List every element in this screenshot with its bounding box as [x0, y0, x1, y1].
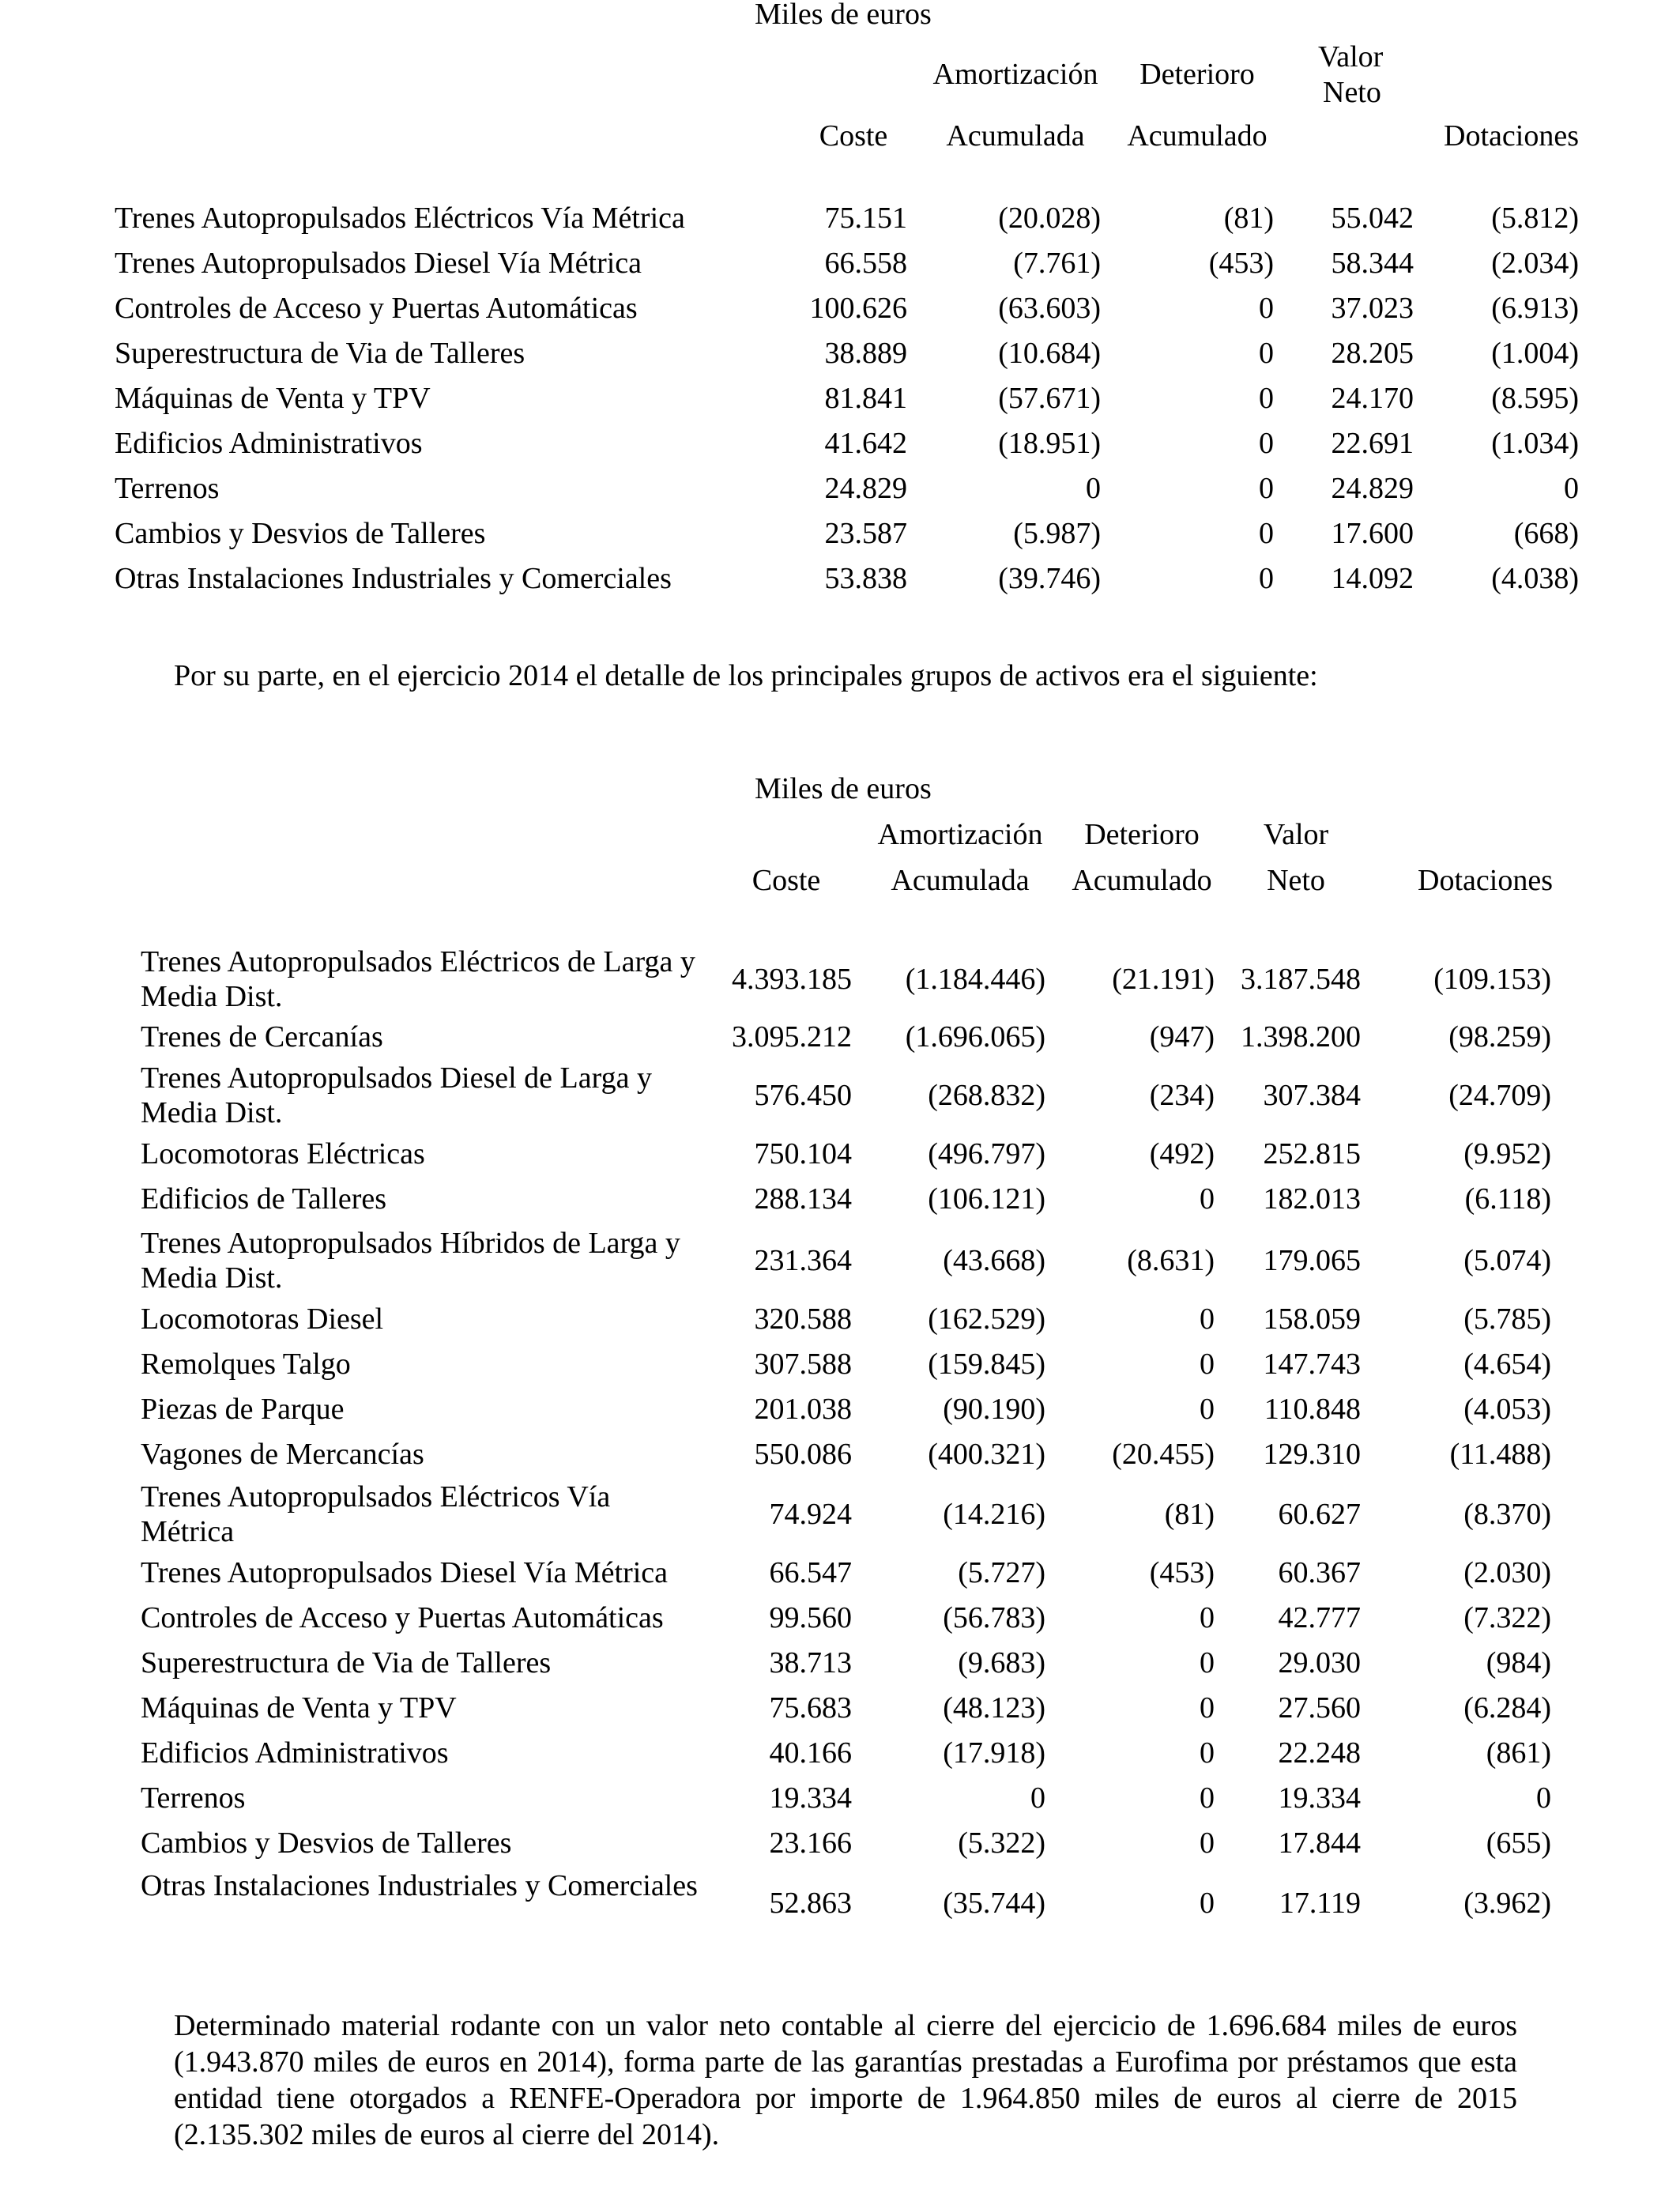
table2-cell-amort: (159.845) — [928, 1348, 1045, 1381]
table2-row-label: Trenes Autopropulsados Diesel Vía Métrica — [141, 1556, 669, 1589]
table2-cell-coste: 307.588 — [754, 1348, 852, 1381]
table2-cell-dot: (861) — [1486, 1736, 1551, 1770]
table2-row-label: Vagones de Mercancías — [141, 1438, 424, 1471]
table2-cell-det: 0 — [1200, 1887, 1215, 1920]
table1-cell-neto: 17.600 — [1331, 517, 1414, 550]
table1-cell-amort: (10.684) — [998, 337, 1101, 370]
table1-header-det-1: Deterioro — [1139, 58, 1255, 91]
table2-cell-neto: 158.059 — [1263, 1302, 1361, 1336]
table2-row-label: Máquinas de Venta y TPV — [141, 1691, 457, 1725]
table2-cell-det: (81) — [1164, 1498, 1215, 1531]
table1-cell-det: 0 — [1259, 337, 1274, 370]
table2-cell-neto: 17.844 — [1278, 1826, 1361, 1860]
table2-cell-amort: (17.918) — [943, 1736, 1045, 1770]
table2-cell-coste: 288.134 — [754, 1182, 852, 1216]
table1-cell-dot: (2.034) — [1491, 247, 1579, 280]
table2-cell-det: 0 — [1200, 1348, 1215, 1381]
table2-cell-amort: (56.783) — [943, 1601, 1045, 1634]
table2-cell-coste: 320.588 — [754, 1302, 852, 1336]
table2-cell-amort: (1.696.065) — [905, 1020, 1045, 1054]
table1-header-amort-2: Acumulada — [946, 119, 1085, 153]
table2-cell-neto: 22.248 — [1278, 1736, 1361, 1770]
table2-cell-amort: (496.797) — [928, 1137, 1045, 1171]
table2-cell-dot: (4.654) — [1463, 1348, 1551, 1381]
table2-row-label: Cambios y Desvios de Talleres — [141, 1826, 512, 1860]
table1-header-dot: Dotaciones — [1444, 119, 1579, 153]
table2-row-label: Trenes Autopropulsados Eléctricos Vía Métrica — [141, 1480, 611, 1548]
table2-cell-amort: (268.832) — [928, 1079, 1045, 1112]
table1-header-valor-2: Neto — [1323, 76, 1381, 109]
intro-2014: Por su parte, en el ejercicio 2014 el detalle de los principales grupos de activos era el siguiente: — [174, 659, 1318, 692]
table2-header-amort-2: Acumulada — [891, 864, 1030, 897]
table2-row-label: Trenes Autopropulsados Diesel de Larga y Media Dist. — [141, 1061, 652, 1129]
table2-row-label: Edificios de Talleres — [141, 1182, 387, 1216]
table1-cell-coste: 41.642 — [824, 427, 907, 460]
table2-header-amort-1: Amortización — [877, 818, 1043, 851]
table1-cell-det: 0 — [1259, 382, 1274, 415]
table2-cell-dot: (3.962) — [1463, 1887, 1551, 1920]
table2-cell-neto: 307.384 — [1263, 1079, 1361, 1112]
table2-cell-neto: 27.560 — [1278, 1691, 1361, 1725]
table1-cell-dot: (4.038) — [1491, 562, 1579, 595]
table1-row-label: Superestructura de Via de Talleres — [115, 337, 525, 370]
table2-cell-amort: (162.529) — [928, 1302, 1045, 1336]
table1-cell-neto: 55.042 — [1331, 202, 1414, 235]
table1-cell-amort: (63.603) — [998, 292, 1101, 325]
table2-cell-det: 0 — [1200, 1691, 1215, 1725]
table2-cell-neto: 129.310 — [1263, 1438, 1361, 1471]
table2-cell-neto: 179.065 — [1263, 1244, 1361, 1277]
table1-cell-det: (81) — [1223, 202, 1274, 235]
table2-row-label: Remolques Talgo — [141, 1348, 351, 1381]
table1-cell-amort: (57.671) — [998, 382, 1101, 415]
table1-cell-det: (453) — [1208, 247, 1274, 280]
table2-cell-amort: (90.190) — [943, 1393, 1045, 1426]
table2-cell-amort: (5.727) — [958, 1556, 1045, 1589]
table2-cell-amort: (43.668) — [943, 1244, 1045, 1277]
table2-cell-amort: (1.184.446) — [905, 963, 1045, 996]
table2-cell-coste: 201.038 — [754, 1393, 852, 1426]
table2-cell-coste: 66.547 — [769, 1556, 852, 1589]
table2-cell-coste: 550.086 — [754, 1438, 852, 1471]
table2-row-label: Locomotoras Diesel — [141, 1302, 384, 1336]
table2-cell-coste: 74.924 — [769, 1498, 852, 1531]
table1-cell-det: 0 — [1259, 472, 1274, 505]
table2-cell-coste: 75.683 — [769, 1691, 852, 1725]
table1-cell-dot: 0 — [1564, 472, 1579, 505]
table2-header-det-2: Acumulado — [1072, 864, 1212, 897]
table1-cell-coste: 66.558 — [824, 247, 907, 280]
table2-cell-det: 0 — [1200, 1393, 1215, 1426]
table1-row-label: Terrenos — [115, 472, 220, 505]
table2-unit: Miles de euros — [755, 772, 932, 805]
closing-paragraph: Determinado material rodante con un valor neto contable al cierre del ejercicio de 1.696.684 miles de euros (1.943.870 miles de euros en 2014), forma parte de las garantías prestadas a Eurofima por préstamos que esta entidad tiene otorgados a RENFE-Operadora por importe de 1.964.850 miles de euros al cierre de 2015 (2.135.302 miles de euros al cierre del 2014). — [174, 2009, 1517, 2151]
table1-cell-neto: 14.092 — [1331, 562, 1414, 595]
table2-cell-dot: (24.709) — [1448, 1079, 1551, 1112]
table2-row-label: Piezas de Parque — [141, 1393, 345, 1426]
table2-cell-neto: 17.119 — [1279, 1887, 1361, 1920]
table2-row-label: Controles de Acceso y Puertas Automáticas — [141, 1601, 664, 1634]
table1-cell-neto: 37.023 — [1331, 292, 1414, 325]
table2-cell-det: 0 — [1200, 1736, 1215, 1770]
table2-cell-amort: (106.121) — [928, 1182, 1045, 1216]
table1-cell-amort: (20.028) — [998, 202, 1101, 235]
table1-cell-neto: 24.829 — [1331, 472, 1414, 505]
table1-header-amort-1: Amortización — [932, 58, 1098, 91]
table2-cell-coste: 750.104 — [754, 1137, 852, 1171]
table1-cell-neto: 24.170 — [1331, 382, 1414, 415]
table1-cell-amort: (5.987) — [1013, 517, 1101, 550]
table2-cell-neto: 60.627 — [1278, 1498, 1361, 1531]
table2-cell-neto: 42.777 — [1278, 1601, 1361, 1634]
table1-cell-dot: (5.812) — [1491, 202, 1579, 235]
table2-cell-det: (20.455) — [1112, 1438, 1215, 1471]
table2-cell-coste: 38.713 — [769, 1646, 852, 1679]
table2-cell-dot: (5.785) — [1463, 1302, 1551, 1336]
table1-header-coste: Coste — [819, 119, 888, 153]
table2-header-coste: Coste — [751, 864, 821, 897]
table2-cell-coste: 99.560 — [769, 1601, 852, 1634]
table1-cell-neto: 58.344 — [1331, 247, 1414, 280]
table1-row-label: Trenes Autopropulsados Eléctricos Vía Métrica — [115, 202, 685, 235]
table1-cell-coste: 38.889 — [824, 337, 907, 370]
table2-cell-amort: (14.216) — [943, 1498, 1045, 1531]
table2-cell-det: 0 — [1200, 1601, 1215, 1634]
table2-cell-det: 0 — [1200, 1826, 1215, 1860]
table2-cell-dot: (6.118) — [1464, 1182, 1551, 1216]
table2-cell-dot: (109.153) — [1433, 963, 1551, 996]
table2-cell-neto: 182.013 — [1263, 1182, 1361, 1216]
table2-cell-det: (492) — [1149, 1137, 1215, 1171]
table2-cell-neto: 29.030 — [1278, 1646, 1361, 1679]
table2-cell-neto: 60.367 — [1278, 1556, 1361, 1589]
table2-cell-det: 0 — [1200, 1646, 1215, 1679]
table1-cell-dot: (1.034) — [1491, 427, 1579, 460]
table2-cell-dot: (98.259) — [1448, 1020, 1551, 1054]
table2-cell-amort: (35.744) — [943, 1887, 1045, 1920]
table2-cell-dot: (4.053) — [1463, 1393, 1551, 1426]
table2-cell-det: 0 — [1200, 1781, 1215, 1815]
table1-header-det-2: Acumulado — [1127, 119, 1268, 153]
table1-cell-amort: 0 — [1086, 472, 1101, 505]
table1-cell-dot: (8.595) — [1491, 382, 1579, 415]
table1-cell-amort: (7.761) — [1013, 247, 1101, 280]
table2-cell-neto: 19.334 — [1278, 1781, 1361, 1815]
table2-cell-det: (8.631) — [1127, 1244, 1215, 1277]
table2-row-label: Edificios Administrativos — [141, 1736, 449, 1770]
table2-header-valor-2: Neto — [1267, 864, 1325, 897]
table2-cell-det: (947) — [1149, 1020, 1215, 1054]
table2-row-label: Locomotoras Eléctricas — [141, 1137, 425, 1171]
table2-cell-coste: 52.863 — [769, 1887, 852, 1920]
table2-row-label: Trenes Autopropulsados Eléctricos de Larga y Media Dist. — [141, 945, 695, 1013]
table1-cell-coste: 100.626 — [809, 292, 907, 325]
table2-cell-det: 0 — [1200, 1302, 1215, 1336]
table2-cell-det: (453) — [1149, 1556, 1215, 1589]
table1-cell-dot: (6.913) — [1491, 292, 1579, 325]
table1-cell-coste: 75.151 — [824, 202, 907, 235]
table2-cell-coste: 576.450 — [754, 1079, 852, 1112]
table2-cell-dot: (655) — [1486, 1826, 1551, 1860]
table1-cell-coste: 23.587 — [824, 517, 907, 550]
table1-row-label: Edificios Administrativos — [115, 427, 423, 460]
table2-cell-det: 0 — [1200, 1182, 1215, 1216]
table2-cell-neto: 252.815 — [1263, 1137, 1361, 1171]
table2-cell-amort: (5.322) — [958, 1826, 1045, 1860]
table2-row-label: Otras Instalaciones Industriales y Comerciales — [141, 1869, 698, 1902]
table2-cell-dot: (2.030) — [1463, 1556, 1551, 1589]
table1-cell-coste: 24.829 — [824, 472, 907, 505]
table1-header-valor-1: Valor — [1318, 40, 1384, 74]
table1-cell-neto: 28.205 — [1331, 337, 1414, 370]
table1-row-label: Controles de Acceso y Puertas Automáticas — [115, 292, 638, 325]
table2-header-det-1: Deterioro — [1084, 818, 1200, 851]
table1-row-label: Otras Instalaciones Industriales y Comerciales — [115, 562, 672, 595]
table1-cell-dot: (668) — [1513, 517, 1579, 550]
table1-cell-det: 0 — [1259, 562, 1274, 595]
table2-cell-amort: (48.123) — [943, 1691, 1045, 1725]
table1-row-label: Trenes Autopropulsados Diesel Vía Métrica — [115, 247, 642, 280]
table2-cell-neto: 3.187.548 — [1241, 963, 1361, 996]
table1-cell-det: 0 — [1259, 292, 1274, 325]
table2-cell-amort: (400.321) — [928, 1438, 1045, 1471]
table2-cell-amort: 0 — [1030, 1781, 1045, 1815]
table1-cell-det: 0 — [1259, 427, 1274, 460]
table2-cell-coste: 231.364 — [754, 1244, 852, 1277]
table2-cell-dot: (8.370) — [1463, 1498, 1551, 1531]
table2-cell-dot: (6.284) — [1463, 1691, 1551, 1725]
table2-cell-amort: (9.683) — [958, 1646, 1045, 1679]
table2-row-label: Trenes Autopropulsados Híbridos de Larga y Media Dist. — [141, 1227, 680, 1295]
table2-cell-dot: (9.952) — [1463, 1137, 1551, 1171]
table2-cell-neto: 147.743 — [1263, 1348, 1361, 1381]
table1-row-label: Máquinas de Venta y TPV — [115, 382, 431, 415]
table1-unit: Miles de euros — [755, 0, 932, 31]
table2-cell-dot: 0 — [1536, 1781, 1551, 1815]
table2-cell-neto: 1.398.200 — [1241, 1020, 1361, 1054]
table2-cell-dot: (5.074) — [1463, 1244, 1551, 1277]
table1-cell-det: 0 — [1259, 517, 1274, 550]
table1-cell-coste: 53.838 — [824, 562, 907, 595]
table1-cell-neto: 22.691 — [1331, 427, 1414, 460]
table2-cell-neto: 110.848 — [1264, 1393, 1361, 1426]
table2-cell-coste: 3.095.212 — [732, 1020, 852, 1054]
table1-cell-amort: (18.951) — [998, 427, 1101, 460]
table2-cell-coste: 4.393.185 — [732, 963, 852, 996]
table2-cell-dot: (7.322) — [1463, 1601, 1551, 1634]
table2-cell-coste: 23.166 — [769, 1826, 852, 1860]
table2-cell-det: (234) — [1149, 1079, 1215, 1112]
table2-cell-det: (21.191) — [1112, 963, 1215, 996]
table2-row-label: Trenes de Cercanías — [141, 1020, 383, 1054]
table2-cell-dot: (11.488) — [1449, 1438, 1551, 1471]
table2-header-dot: Dotaciones — [1418, 864, 1553, 897]
table1-row-label: Cambios y Desvios de Talleres — [115, 517, 486, 550]
table2-cell-coste: 19.334 — [769, 1781, 852, 1815]
table2-header-valor-1: Valor — [1263, 818, 1329, 851]
table1-cell-coste: 81.841 — [824, 382, 907, 415]
table1-cell-dot: (1.004) — [1491, 337, 1579, 370]
table2-cell-coste: 40.166 — [769, 1736, 852, 1770]
table2-cell-dot: (984) — [1486, 1646, 1551, 1679]
table1-cell-amort: (39.746) — [998, 562, 1101, 595]
table2-row-label: Superestructura de Via de Talleres — [141, 1646, 552, 1679]
table2-row-label: Terrenos — [141, 1781, 246, 1815]
